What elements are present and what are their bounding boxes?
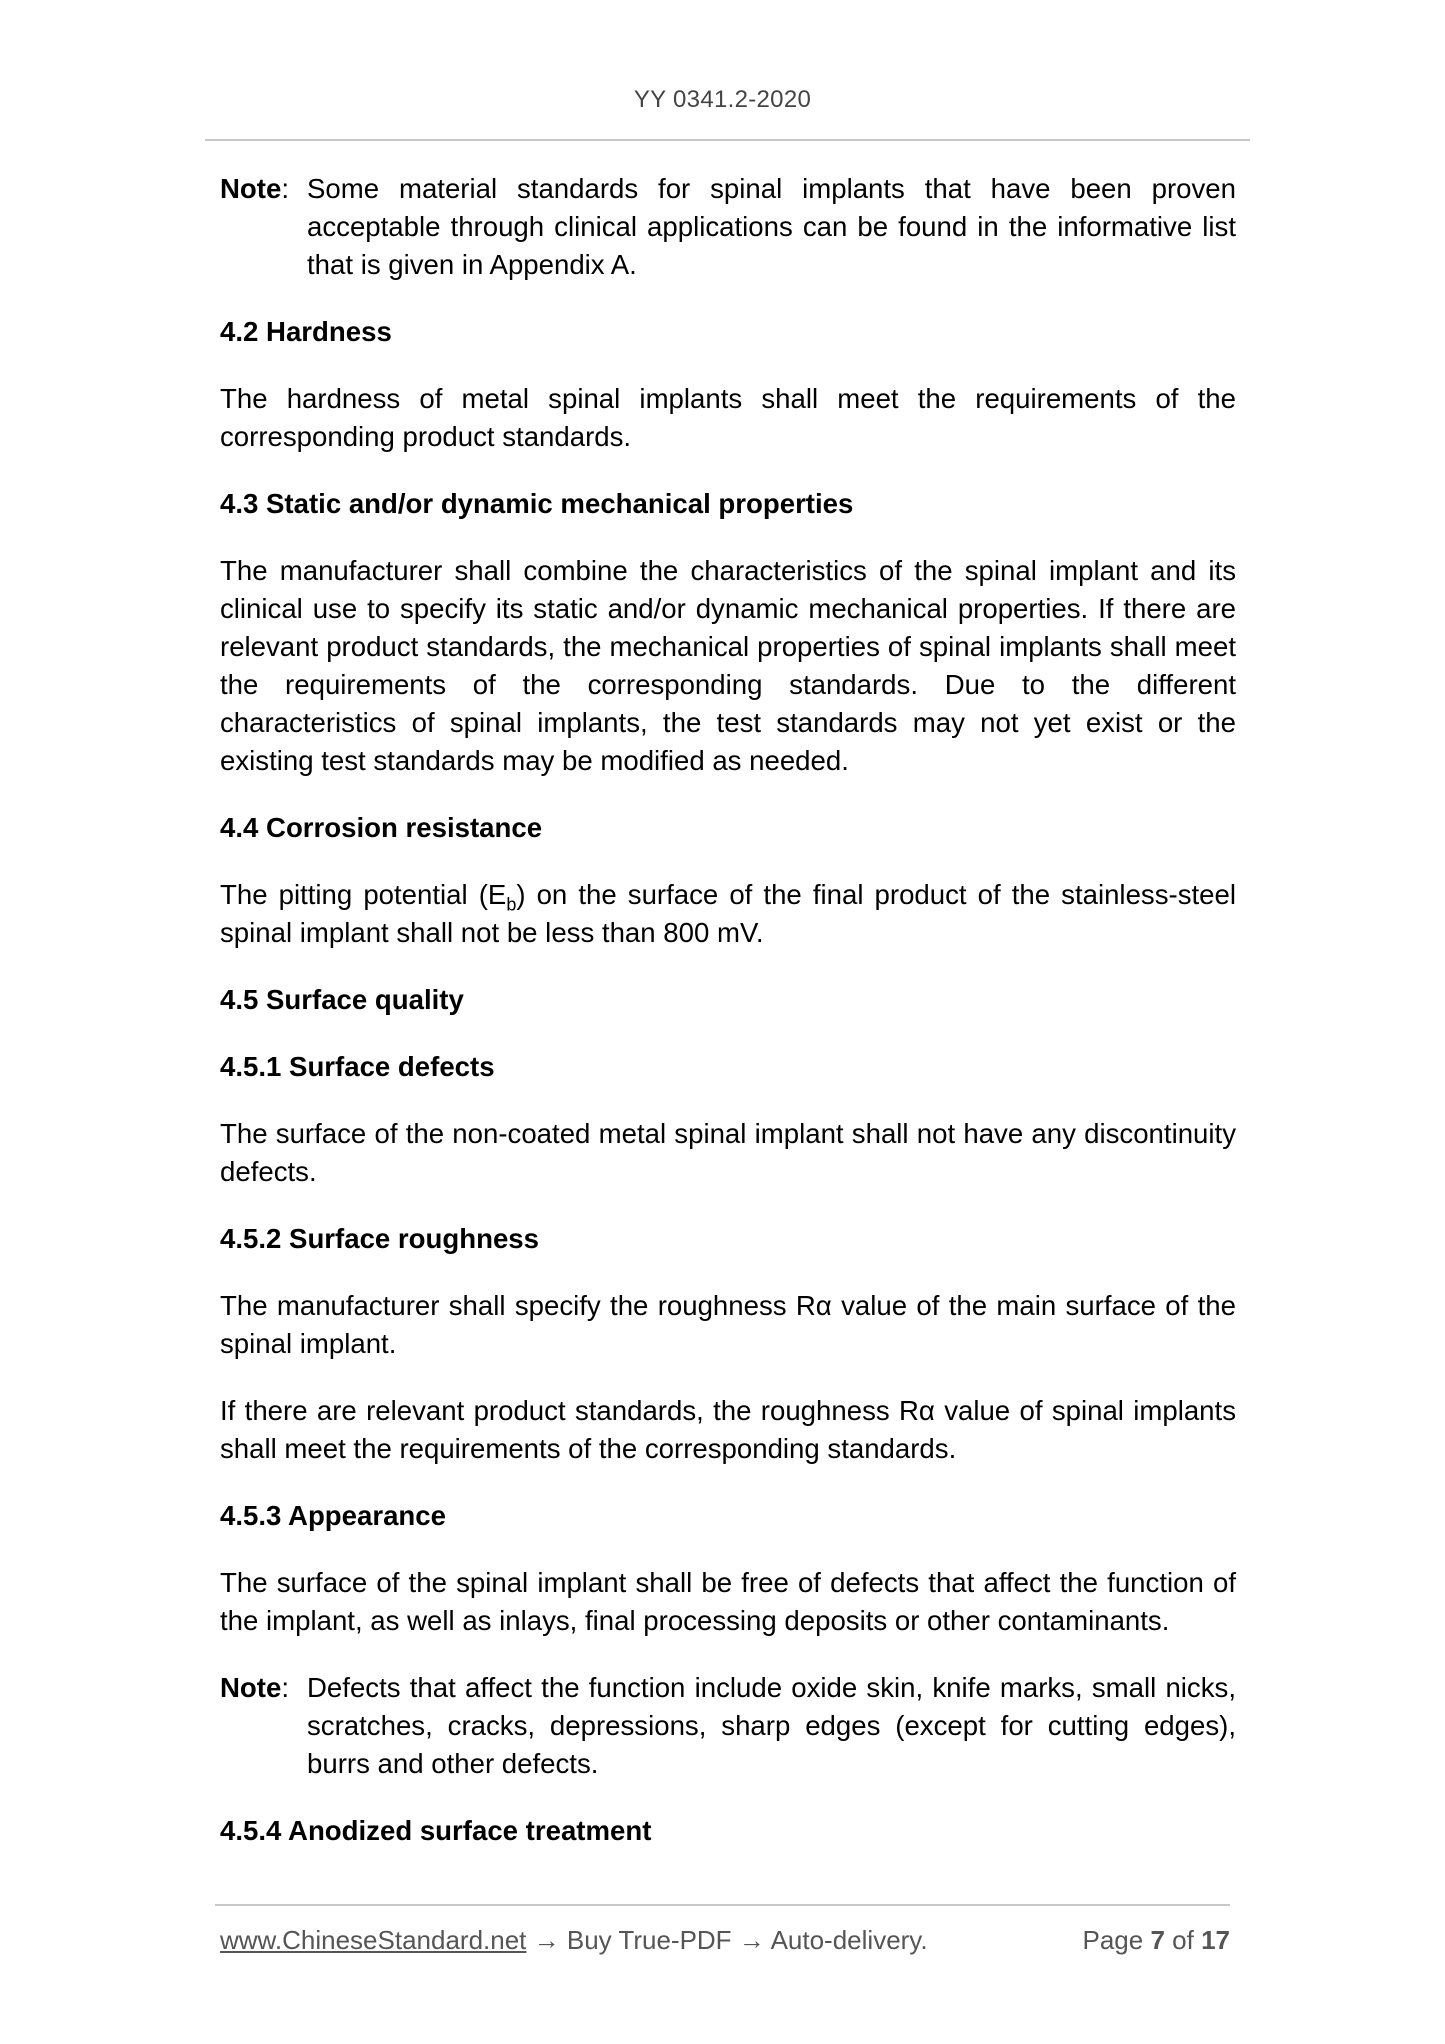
footer-tagline: → Buy True-PDF → Auto-delivery.	[526, 1925, 928, 1955]
current-page: 7	[1150, 1925, 1165, 1955]
section-heading-4-3: 4.3 Static and/or dynamic mechanical properties	[220, 488, 854, 519]
total-pages: 17	[1201, 1925, 1230, 1955]
note-text: Some material standards for spinal implants that have been proven acceptable through clinical applications can be found in the informative list that is given in Appendix A.	[307, 173, 1236, 280]
section-heading-4-5-3: 4.5.3 Appearance	[220, 1500, 446, 1531]
page-number: Page 7 of 17	[1082, 1925, 1230, 1955]
section-heading-4-2: 4.2 Hardness	[220, 316, 392, 347]
note-text: Defects that affect the function include oxide skin, knife marks, small nicks, scratches, cracks, depressions, sharp edges (except for cutting edges), burrs and other defects.	[307, 1672, 1236, 1779]
section-heading-4-5: 4.5 Surface quality	[220, 984, 464, 1015]
subscript-b: b	[506, 894, 517, 915]
section-4-5-2-paragraph-1: The manufacturer shall specify the roughness Rα value of the main surface of the spinal implant.	[220, 1290, 1236, 1359]
section-heading-4-4: 4.4 Corrosion resistance	[220, 812, 543, 843]
note-appendix-a	[220, 170, 1236, 284]
section-4-5-1-paragraph: The surface of the non-coated metal spinal implant shall not have any discontinuity defects.	[220, 1118, 1236, 1187]
note-label: Note:	[220, 173, 289, 204]
header-divider	[205, 139, 1250, 141]
section-4-3-paragraph: The manufacturer shall combine the characteristics of the spinal implant and its clinical use to specify its static and/or dynamic mechanical properties. If there are relevant product standards, the mechanical properties of spinal implants shall meet the requirements of the corresponding standards. Due to the different characteristics of spinal implants, the test standards may not yet exist or the existing test standards may be modified as needed.	[220, 555, 1236, 776]
note-defects	[220, 1669, 1236, 1783]
section-4-5-2-paragraph-2: If there are relevant product standards, the roughness Rα value of spinal implants shall meet the requirements of the corresponding standards.	[220, 1395, 1236, 1464]
section-4-2-paragraph: The hardness of metal spinal implants shall meet the requirements of the corresponding product standards.	[220, 383, 1236, 452]
document-body	[220, 170, 1236, 1879]
note-label: Note:	[220, 1672, 289, 1703]
section-heading-4-5-4: 4.5.4 Anodized surface treatment	[220, 1815, 652, 1846]
website-link[interactable]: www.ChineseStandard.net	[220, 1925, 527, 1955]
section-4-5-3-paragraph: The surface of the spinal implant shall be free of defects that affect the function of the implant, as well as inlays, final processing deposits or other contaminants.	[220, 1567, 1236, 1636]
section-heading-4-5-1: 4.5.1 Surface defects	[220, 1051, 495, 1082]
document-id-header: YY 0341.2-2020	[633, 86, 812, 113]
footer-promo	[220, 1925, 928, 1956]
footer-divider	[215, 1904, 1230, 1906]
section-4-4-paragraph: The pitting potential $(E_b)$ on the surface of the final product of the stainless-steel spinal implant shall not be less than 800 mV.	[220, 879, 1236, 948]
section-heading-4-5-2: 4.5.2 Surface roughness	[220, 1223, 539, 1254]
